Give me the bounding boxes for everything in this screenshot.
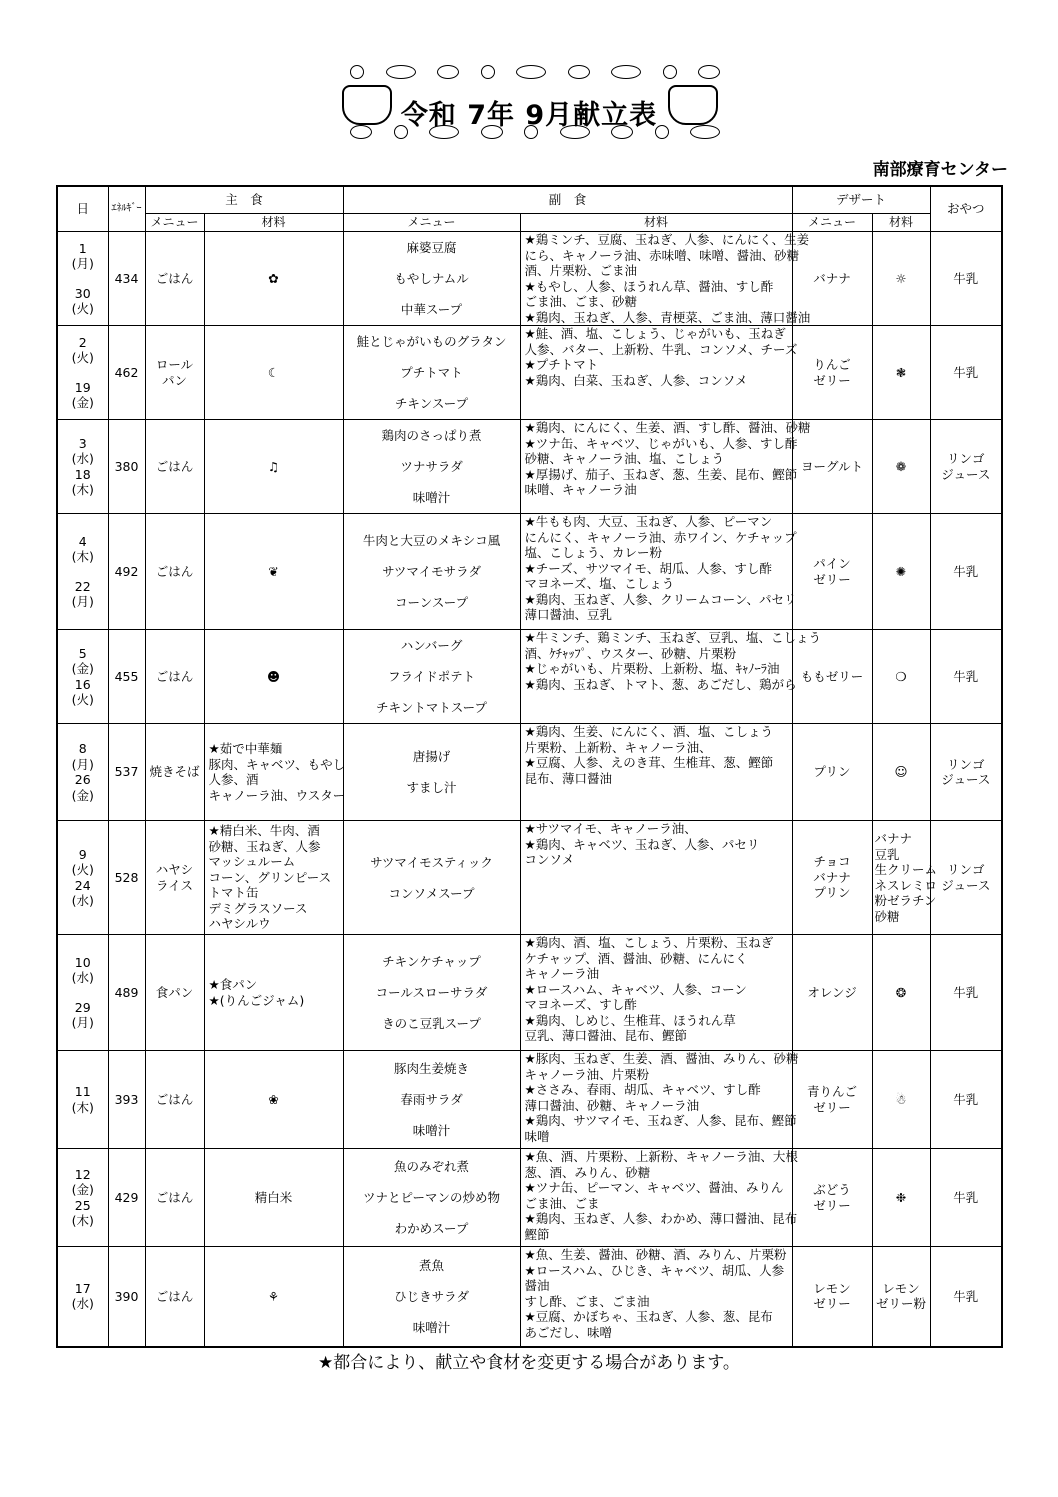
date-spacer [60, 272, 106, 286]
side-menu-item: きのこ豆乳スープ [382, 1016, 481, 1031]
child-with-flowers-illustration: ✿ [204, 232, 343, 326]
side-menu [343, 724, 520, 821]
energy-value: 462 [108, 326, 145, 420]
date-line: (金) [71, 1182, 94, 1197]
side-menu-item: 鮭とじゃがいものグラタン [356, 334, 507, 349]
dessert-menu: プリン [792, 724, 872, 821]
side-menu-item: 魚のみぞれ煮 [394, 1159, 470, 1174]
ingredient-line: すし酢、ごま、ごま油 [524, 1293, 650, 1309]
date-cell [57, 1051, 108, 1149]
snack-value: リンゴ ジュース [930, 724, 1002, 821]
decoration-top [350, 65, 720, 79]
side-menu-item: 豚肉生姜焼き [394, 1061, 470, 1076]
dessert-menu: オレンジ [792, 935, 872, 1051]
main-menu: ロール パン [145, 326, 204, 420]
ingredient-line: にら、キャノーラ油、赤味噌、味噌、醤油、砂糖 [524, 247, 800, 263]
main-ing-subheader: 材料 [204, 214, 343, 232]
col-side-header: 副 食 [343, 186, 792, 214]
ingredient-line: ★サツマイモ、キャノーラ油、 [524, 821, 697, 836]
side-menu-subheader: メニュー [343, 214, 520, 232]
ingredient-line: ★豆腐、かぼちゃ、玉ねぎ、人参、葱、昆布 [524, 1309, 773, 1324]
date-line: 26 [74, 772, 91, 787]
dessert-menu: パイン ゼリー [792, 514, 872, 630]
date-cell [57, 420, 108, 514]
side-menu-item: ツナとピーマンの炒め物 [363, 1190, 501, 1205]
side-menu-item: コンソメスープ [388, 885, 475, 901]
main-menu: ごはん [145, 514, 204, 630]
ingredient-line: ★(りんごジャム) [208, 992, 305, 1008]
grapes-illustration: ❉ [872, 1149, 930, 1247]
main-menu: ごはん [145, 630, 204, 724]
page-header [0, 55, 1058, 180]
main-ingredients [204, 821, 343, 935]
main-ingredients [204, 724, 346, 821]
date-cell [57, 821, 108, 935]
date-line: 4 [78, 533, 87, 549]
side-menu-item: わかめスープ [394, 1221, 469, 1236]
date-line: (火) [71, 301, 94, 316]
date-line: 22 [74, 578, 91, 594]
side-ingredients [520, 514, 797, 630]
side-ingredients [520, 420, 811, 514]
dessert-ing-subheader: 材料 [872, 214, 930, 232]
main-menu: ごはん [145, 420, 204, 514]
date-line: 16 [74, 676, 91, 692]
date-line: 10 [74, 954, 91, 970]
side-menu-item: ハンバーグ [400, 638, 463, 653]
dessert-menu: りんご ゼリー [792, 326, 872, 420]
date-cell [57, 724, 108, 821]
ingredient-line: 片栗粉、上新粉、キャノーラ油、 [524, 739, 712, 755]
col-snack-header: おやつ [930, 186, 1002, 232]
table-row [57, 1247, 1002, 1347]
ingredient-line: マヨネーズ、すし酢 [524, 997, 637, 1012]
side-menu-item: ツナサラダ [400, 459, 463, 474]
date-line: (月) [71, 256, 94, 271]
ingredient-line: ★牛もも肉、大豆、玉ねぎ、人参、ピーマン [524, 514, 773, 529]
table-row [57, 821, 1002, 935]
date-line: (月) [71, 756, 94, 772]
date-line: 12 [74, 1166, 91, 1182]
menu-table [56, 185, 1003, 1348]
date-line: (金) [71, 787, 94, 803]
dessert-menu: ヨーグルト [792, 420, 872, 514]
ingredient-line: ★ツナ缶、キャベツ、じゃがいも、人参、すし酢 [524, 435, 798, 451]
date-line: 29 [74, 999, 91, 1015]
side-menu [343, 935, 520, 1051]
snack-value: 牛乳 [930, 326, 1002, 420]
side-menu-item: 煮魚 [419, 1257, 445, 1273]
date-spacer [60, 366, 106, 380]
side-ingredients [520, 1051, 799, 1149]
ingredient-line: ★魚、酒、片栗粉、上新粉、キャノーラ油、大根 [524, 1149, 798, 1164]
ingredient-line: 精白米 [254, 1189, 293, 1205]
ingredient-line: あごだし、味噌 [524, 1324, 613, 1340]
ingredient-line: ★鮭、酒、塩、こしょう、じゃがいも、玉ねぎ [524, 326, 786, 341]
ingredient-line: ★プチトマト [524, 357, 599, 372]
ingredient-line: ★鶏肉、玉ねぎ、人参、クリームコーン、パセリ [524, 591, 797, 607]
date-line: 1 [78, 240, 87, 256]
side-menu [343, 232, 520, 326]
side-menu-item: 春雨サラダ [400, 1092, 463, 1107]
dessert-menu-subheader: メニュー [792, 214, 872, 232]
ingredient-line: ★鶏肉、しめじ、生椎茸、ほうれん草 [524, 1012, 736, 1028]
ingredient-line: 酒、片栗粉、ごま油 [524, 263, 638, 278]
bear-family-illustration: ❂ [872, 935, 930, 1051]
dessert-menu: ももゼリー [792, 630, 872, 724]
date-spacer [60, 986, 106, 1000]
menu-body [57, 232, 1002, 1347]
fireworks-illustration: ✺ [872, 514, 930, 630]
main-menu: 食パン [145, 935, 204, 1051]
date-line: (木) [71, 549, 94, 564]
side-ingredients [520, 232, 811, 326]
main-menu: ごはん [145, 1051, 204, 1149]
side-ingredients [520, 821, 792, 935]
side-menu-item: もやしナムル [394, 271, 469, 286]
ingredient-line: ★チーズ、サツマイモ、胡瓜、人参、すし酢 [524, 560, 772, 576]
date-line: 5 [78, 645, 87, 661]
side-ingredients [520, 1247, 792, 1347]
date-spacer [60, 565, 106, 579]
ingredient-line: ごま油、ごま [524, 1195, 600, 1211]
date-line: 3 [78, 435, 87, 451]
main-menu: ごはん [145, 1247, 204, 1347]
ingredient-line: キャノーラ油 [524, 966, 600, 981]
decoration-bottom [350, 125, 720, 139]
date-line: 8 [78, 741, 87, 756]
ingredient-line: 粉ゼラチン [874, 893, 937, 908]
side-menu-item: チキンスープ [394, 396, 469, 411]
energy-value: 455 [108, 630, 145, 724]
main-menu: 焼きそば [145, 724, 204, 821]
side-menu [343, 420, 520, 514]
side-menu-item: すまし汁 [406, 780, 457, 795]
date-line: (木) [71, 1213, 94, 1228]
date-line: 9 [78, 846, 87, 862]
table-row [57, 724, 1002, 821]
date-line: 18 [74, 466, 91, 482]
ingredient-line: ★豆腐、人参、えのき茸、生椎茸、葱、鰹節 [524, 755, 774, 770]
side-menu [343, 630, 520, 724]
date-line: 11 [74, 1084, 91, 1099]
dessert-ingredients [872, 821, 938, 935]
ingredient-line: 豆乳、薄口醤油、昆布、鰹節 [524, 1028, 688, 1043]
snack-value: 牛乳 [930, 232, 1002, 326]
energy-value: 429 [108, 1149, 145, 1247]
ingredient-line: ケチャップ、酒、醤油、砂糖、にんにく [524, 950, 748, 966]
snack-value: リンゴ ジュース [930, 420, 1002, 514]
ingredient-line: 味噌 [524, 1128, 550, 1144]
ingredient-line: 薄口醤油、砂糖、キャノーラ油 [524, 1097, 700, 1113]
side-ing-subheader: 材料 [520, 214, 792, 232]
energy-value: 390 [108, 1247, 145, 1347]
side-menu-item: コールスローサラダ [375, 985, 488, 1000]
ingredient-line: ★鶏肉、玉ねぎ、人参、青梗菜、ごま油、薄口醤油 [524, 309, 811, 325]
col-day-header: 日 [57, 186, 108, 232]
date-line: 2 [78, 334, 87, 350]
dessert-menu: バナナ [792, 232, 872, 326]
table-row [57, 1051, 1002, 1149]
energy-value: 492 [108, 514, 145, 630]
ingredient-line: マッシュルーム [208, 854, 296, 870]
date-line: (木) [71, 1099, 94, 1115]
dessert-menu: チョコ バナナ プリン [792, 821, 872, 935]
ingredient-line: ★豚肉、玉ねぎ、生姜、酒、醤油、みりん、砂糖 [524, 1051, 799, 1066]
ingredient-line: レモン [882, 1280, 920, 1296]
ingredient-line: ★鶏ミンチ、豆腐、玉ねぎ、人参、にんにく、生姜 [524, 232, 810, 247]
date-line: (水) [71, 451, 94, 466]
date-line: (月) [71, 594, 94, 609]
side-menu [343, 1247, 520, 1347]
ingredient-line: ★もやし、人参、ほうれん草、醤油、すし酢 [524, 278, 774, 294]
snack-value: 牛乳 [930, 1247, 1002, 1347]
date-line: (火) [71, 692, 94, 707]
dessert-menu: ぶどう ゼリー [792, 1149, 872, 1247]
ingredient-line: 生クリーム [874, 862, 938, 877]
footer-note: ★都合により、献立や食材を変更する場合があります。 [318, 1353, 740, 1373]
ingredient-line: 塩、こしょう、カレー粉 [524, 545, 663, 560]
ingredient-line: ★茹で中華麺 [208, 741, 283, 756]
side-menu-item: 味噌汁 [412, 1123, 451, 1138]
main-menu: ごはん [145, 232, 204, 326]
dessert-ingredients [872, 1247, 930, 1347]
ingredient-line: キャノーラ油、片栗粉 [524, 1066, 650, 1082]
dessert-menu: 青りんご ゼリー [792, 1051, 872, 1149]
ingredient-line: 昆布、薄口醤油 [524, 770, 613, 786]
date-cell [57, 935, 108, 1051]
ingredient-line: ★牛ミンチ、鶏ミンチ、玉ねぎ、豆乳、塩、こしょう [524, 630, 821, 645]
bear-with-ball-illustration: ☃ [872, 1051, 930, 1149]
energy-value: 537 [108, 724, 145, 821]
ingredient-line: トマト缶 [208, 885, 259, 901]
snack-value: 牛乳 [930, 1149, 1002, 1247]
ingredient-line: コーン、グリンピース [208, 869, 332, 885]
ingredient-line: 人参、バター、上新粉、牛乳、コンソメ、チーズ [524, 341, 798, 357]
table-row [57, 420, 1002, 514]
ingredient-line: ネスレミロ [874, 877, 938, 893]
table-row [57, 514, 1002, 630]
side-menu-item: プチトマト [400, 365, 463, 380]
side-menu [343, 1149, 520, 1247]
ingredient-line: ★ロースハム、ひじき、キャベツ、胡瓜、人参 [524, 1262, 785, 1278]
side-menu-item: 唐揚げ [412, 749, 451, 764]
snack-value: リンゴ ジュース [930, 821, 1002, 935]
date-line: (水) [71, 1296, 94, 1312]
snack-value: 牛乳 [930, 630, 1002, 724]
dessert-menu: レモン ゼリー [792, 1247, 872, 1347]
ingredient-line: 豚肉、キャベツ、もやし [208, 756, 346, 772]
ingredient-line: 豆乳 [874, 846, 900, 862]
col-dessert-header: デザート [792, 186, 930, 214]
date-line: (木) [71, 482, 94, 497]
side-menu-item: サツマイモスティック [370, 854, 493, 870]
side-menu-item: チキンケチャップ [382, 954, 481, 969]
insects-illustration: ❃ [872, 326, 930, 420]
ingredient-line: ★鶏肉、白菜、玉ねぎ、人参、コンソメ [524, 372, 748, 388]
ingredient-line: ★魚、生姜、醤油、砂糖、酒、みりん、片栗粉 [524, 1247, 787, 1262]
ingredient-line: ★鶏肉、酒、塩、こしょう、片栗粉、玉ねぎ [524, 935, 774, 950]
ingredient-line: ★厚揚げ、茄子、玉ねぎ、葱、生姜、昆布、鰹節 [524, 466, 798, 482]
date-cell [57, 1149, 108, 1247]
date-line: (水) [71, 893, 94, 908]
side-menu-item: フライドポテト [387, 669, 476, 684]
date-cell [57, 514, 108, 630]
moon-viewing-dango-illustration: ⚘ [204, 1247, 343, 1347]
date-line: 17 [74, 1280, 91, 1296]
ingredient-line: にんにく、キャノーラ油、赤ワイン、ケチャップ [524, 529, 797, 545]
ingredient-line: ★鶏肉、キャベツ、玉ねぎ、人参、パセリ [524, 836, 760, 852]
ingredient-line: ★ロースハム、キャベツ、人参、コーン [524, 981, 747, 997]
ingredient-line: 味噌、キャノーラ油 [524, 482, 637, 497]
ingredient-line: ★鶏肉、サツマイモ、玉ねぎ、人参、昆布、鰹節 [524, 1113, 797, 1128]
snack-value: 牛乳 [930, 935, 1002, 1051]
ingredient-line: ★鶏肉、生姜、にんにく、酒、塩、こしょう [524, 724, 773, 739]
date-line: 24 [74, 877, 91, 893]
side-menu-item: 牛肉と大豆のメキシコ風 [362, 533, 501, 548]
date-line: (月) [71, 1015, 94, 1030]
side-ingredients [520, 724, 792, 821]
table-row [57, 1149, 1002, 1247]
side-menu [343, 514, 520, 630]
snack-value: 牛乳 [930, 1051, 1002, 1149]
date-line: (水) [71, 970, 94, 985]
energy-value: 489 [108, 935, 145, 1051]
side-menu-item: ひじきサラダ [394, 1288, 469, 1304]
table-row [57, 326, 1002, 420]
col-energy-header: ｴﾈﾙｷﾞｰ [108, 186, 145, 232]
side-ingredients [520, 326, 798, 420]
side-menu-item: 鶏肉のさっぱり煮 [381, 428, 482, 443]
ingredient-line: 醤油 [524, 1278, 550, 1293]
peach-illustration: ❍ [872, 630, 930, 724]
ingredient-line: ★鶏肉、玉ねぎ、人参、わかめ、薄口醤油、昆布 [524, 1211, 798, 1226]
banana-illustration: ☼ [872, 232, 930, 326]
ingredient-line: ハヤシルウ [208, 916, 271, 932]
energy-value: 434 [108, 232, 145, 326]
ingredient-line: 砂糖、玉ねぎ、人参 [208, 838, 321, 854]
ingredient-line: マヨネーズ、塩、こしょう [524, 576, 675, 591]
ingredient-line: 砂糖、キャノーラ油、塩、こしょう [524, 451, 725, 466]
raccoon-dog-illustration: ☻ [204, 630, 343, 724]
ingredient-line: 人参、酒 [208, 772, 259, 787]
mushroom-animals-illustration: ❁ [872, 420, 930, 514]
ingredient-line: キャノーラ油、ウスター [208, 787, 346, 803]
cricket-music-illustration: ♫ [204, 420, 343, 514]
col-main-header: 主 食 [145, 186, 343, 214]
side-menu [343, 326, 520, 420]
energy-value: 528 [108, 821, 145, 935]
side-ingredients [520, 630, 821, 724]
moon-face-illustration: ☺ [872, 724, 930, 821]
ingredient-line: 酒、ｹﾁｬｯﾌﾟ、ウスター、砂糖、片栗粉 [524, 645, 737, 661]
center-name: 南部療育センター [872, 160, 1008, 180]
ingredient-line: デミグラスソース [208, 900, 308, 916]
side-menu [343, 1051, 520, 1149]
ingredient-line: ごま油、ごま、砂糖 [524, 294, 638, 309]
ingredient-line: バナナ [874, 831, 913, 846]
energy-value: 380 [108, 420, 145, 514]
moon-rabbit-illustration: ☾ [204, 326, 343, 420]
date-cell [57, 232, 108, 326]
side-menu [343, 821, 520, 935]
main-ingredients [204, 935, 343, 1051]
ingredient-line: ★ささみ、春雨、胡瓜、キャベツ、すし酢 [524, 1082, 761, 1097]
date-line: 19 [74, 379, 91, 395]
side-menu-item: 麻婆豆腐 [406, 240, 457, 255]
date-line: 30 [74, 285, 91, 301]
date-cell [57, 630, 108, 724]
side-ingredients [520, 1149, 798, 1247]
side-menu-item: 中華スープ [400, 302, 463, 317]
main-menu-subheader: メニュー [145, 214, 204, 232]
main-ingredients [204, 1149, 343, 1247]
main-menu: ハヤシ ライス [145, 821, 204, 935]
date-cell [57, 326, 108, 420]
ingredient-line: 砂糖 [874, 908, 900, 924]
side-ingredients [520, 935, 792, 1051]
bird-family-illustration: ❦ [204, 514, 343, 630]
ingredient-line: ★食パン [208, 977, 258, 992]
date-line: 25 [74, 1197, 91, 1213]
side-menu-item: 味噌汁 [412, 490, 451, 505]
date-cell [57, 1247, 108, 1347]
ingredient-line: ★鶏肉、玉ねぎ、トマト、葱、あごだし、鶏がら [524, 676, 797, 692]
snack-value: 牛乳 [930, 514, 1002, 630]
ingredient-line: 鰹節 [524, 1226, 550, 1242]
side-menu-item: 味噌汁 [412, 1319, 451, 1335]
date-line: (火) [71, 862, 94, 877]
ingredient-line: ★精白米、牛肉、酒 [208, 823, 320, 839]
table-row [57, 232, 1002, 326]
fruits-basket-illustration: ❀ [204, 1051, 343, 1149]
page-title: 令和 7年 9月献立表 [400, 100, 658, 131]
side-menu-item: コーンスープ [394, 595, 469, 610]
main-menu: ごはん [145, 1149, 204, 1247]
side-menu-item: チキントマトスープ [376, 700, 488, 715]
date-line: (火) [71, 350, 94, 365]
ingredient-line: ★じゃがいも、片栗粉、上新粉、塩、ｷｬﾉｰﾗ油 [524, 661, 780, 676]
table-row [57, 935, 1002, 1051]
ingredient-line: ★ツナ缶、ピーマン、キャベツ、醤油、みりん [524, 1180, 784, 1195]
energy-value: 393 [108, 1051, 145, 1149]
date-line: (金) [71, 395, 94, 410]
table-row [57, 630, 1002, 724]
side-menu-item: サツマイモサラダ [382, 564, 481, 579]
date-line: (金) [71, 661, 94, 676]
ingredient-line: 葱、酒、みりん、砂糖 [524, 1164, 651, 1180]
ingredient-line: ゼリー粉 [876, 1296, 927, 1312]
ingredient-line: 薄口醤油、豆乳 [524, 607, 613, 622]
ingredient-line: ★鶏肉、にんにく、生姜、酒、すし酢、醤油、砂糖 [524, 420, 811, 435]
ingredient-line: コンソメ [524, 852, 575, 867]
